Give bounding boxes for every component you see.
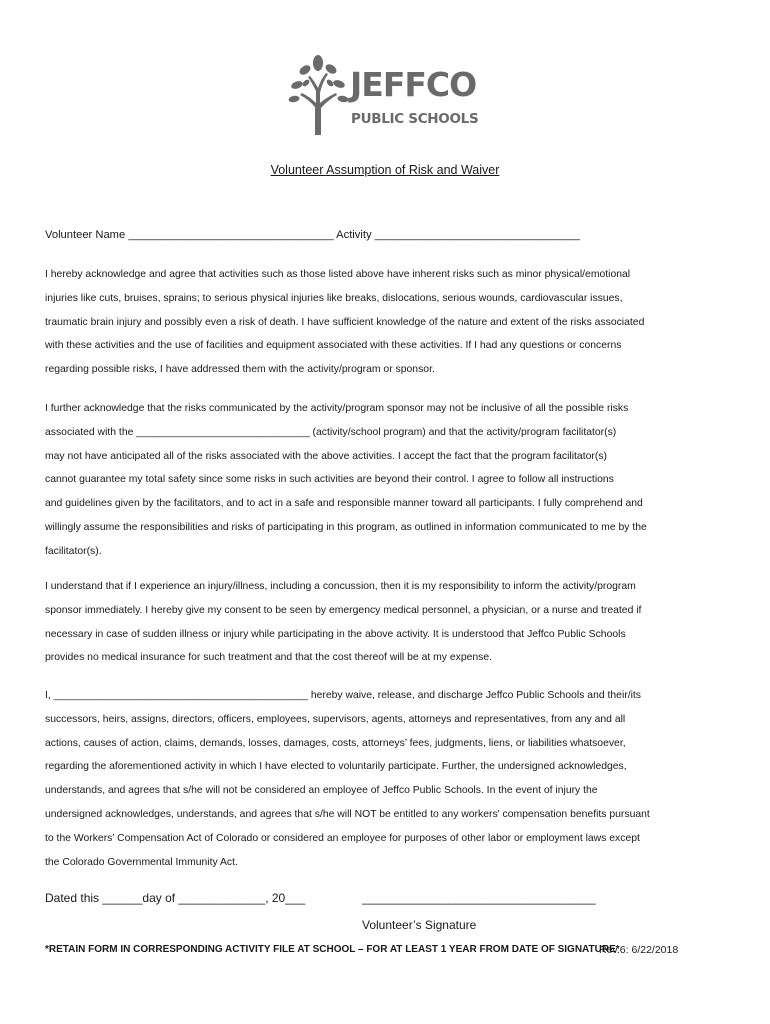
paragraph-line: the Colorado Governmental Immunity Act. xyxy=(45,856,238,868)
paragraph-line: I understand that if I experience an injury/illness, including a concussion, then it is my responsibility to inform the activity/program xyxy=(45,581,636,592)
paragraph-line: successors, heirs, assigns, directors, officers, employees, supervisors, agents, attorneys and representatives, from any and all xyxy=(45,713,626,725)
signature-label: Volunteer’s Signature xyxy=(362,918,477,932)
paragraph-line: injuries like cuts, bruises, sprains; to serious physical injuries like breaks, dislocations, serious wounds, cardiovascular issues, xyxy=(45,292,623,304)
paragraph-line: to the Workers’ Compensation Act of Colorado or considered an employee for purposes of other labor or employment laws except xyxy=(45,832,640,844)
paragraph-line: traumatic brain injury and possibly even a risk of death. I have sufficient knowledge of the nature and extent of the risks associated xyxy=(45,316,645,328)
paragraph-injury-consent xyxy=(45,575,725,670)
paragraph-line: and guidelines given by the facilitators, and to act in a safe and responsible manner toward all participants. I fully comprehend and xyxy=(45,498,643,510)
retain-note: *RETAIN FORM IN CORRESPONDING ACTIVITY FILE AT SCHOOL – FOR AT LEAST 1 YEAR FROM DATE OF SIGNATURE* xyxy=(45,944,620,955)
paragraph-line: regarding the aforementioned activity in which I have elected to voluntarily participate. Further, the undersigned acknowledges, xyxy=(45,761,627,773)
paragraph-line: may not have anticipated all of the risks associated with the above activities. I accept the fact that the program facilitator(s) xyxy=(45,450,607,462)
dated-line[interactable]: Dated this ______day of _____________, 20___ xyxy=(45,891,306,905)
logo-subtitle: PUBLIC SCHOOLS xyxy=(351,111,479,127)
paragraph-waiver-release xyxy=(45,684,725,874)
tree-icon xyxy=(288,55,350,137)
paragraph-line: sponsor immediately. I hereby give my consent to be seen by emergency medical personnel, a physician, or a nurse and treated if xyxy=(45,604,642,616)
paragraph-line: I further acknowledge that the risks communicated by the activity/program sponsor may not be inclusive of all the possible risks xyxy=(45,403,629,414)
form-title: Volunteer Assumption of Risk and Waiver xyxy=(270,163,500,177)
logo-name: JEFFCO xyxy=(350,65,477,104)
paragraph-line: facilitator(s). xyxy=(45,545,102,557)
paragraph-acknowledge-risks xyxy=(45,263,725,382)
paragraph-further-acknowledge xyxy=(45,397,725,564)
signature-line[interactable]: ___________________________________ xyxy=(362,891,596,905)
paragraph-line: undersigned acknowledges, understands, and agrees that s/he will NOT be entitled to any workers' compensation benefits pursuant xyxy=(45,808,650,820)
paragraph-line: provides no medical insurance for such treatment and that the cost thereof will be at my expense. xyxy=(45,652,493,664)
paragraph-line: willingly assume the responsibilities and risks of participating in this program, as outlined in information communicated to me by the xyxy=(45,521,647,533)
jeffco-logo xyxy=(288,55,488,137)
paragraph-line: cannot guarantee my total safety since some risks in such activities are beyond their control. I agree to follow all instructions xyxy=(45,474,614,486)
paragraph-line: actions, causes of action, claims, demands, losses, damages, costs, attorneys’ fees, judgments, liens, or liabilities whatsoever, xyxy=(45,737,626,749)
paragraph-line: necessary in case of sudden illness or injury while participating in the above activity. It is understood that Jeffco Public Schools xyxy=(45,628,626,640)
paragraph-line[interactable]: associated with the ______________________________ (activity/school program) and that the activity/program facilitator(s) xyxy=(45,426,617,438)
paragraph-line: I hereby acknowledge and agree that activities such as those listed above have inherent risks such as minor physical/emotional xyxy=(45,269,631,280)
paragraph-line[interactable]: I, ____________________________________________ hereby waive, release, and discharge Jeffco Public Schools and their/its xyxy=(45,690,642,701)
name-activity-line[interactable]: Volunteer Name _________________________________ Activity _________________________________ xyxy=(45,229,581,241)
paragraph-line: with these activities and the use of facilities and equipment associated with these activities. If I had any questions or concerns xyxy=(45,340,622,352)
paragraph-line: regarding possible risks, I have addressed them with the activity/program or sponsor. xyxy=(45,364,435,376)
revision-label: Rev.6: 6/22/2018 xyxy=(599,944,679,956)
paragraph-line: understands, and agrees that s/he will not be considered an employee of Jeffco Public Schools. In the event of injury the xyxy=(45,785,598,797)
